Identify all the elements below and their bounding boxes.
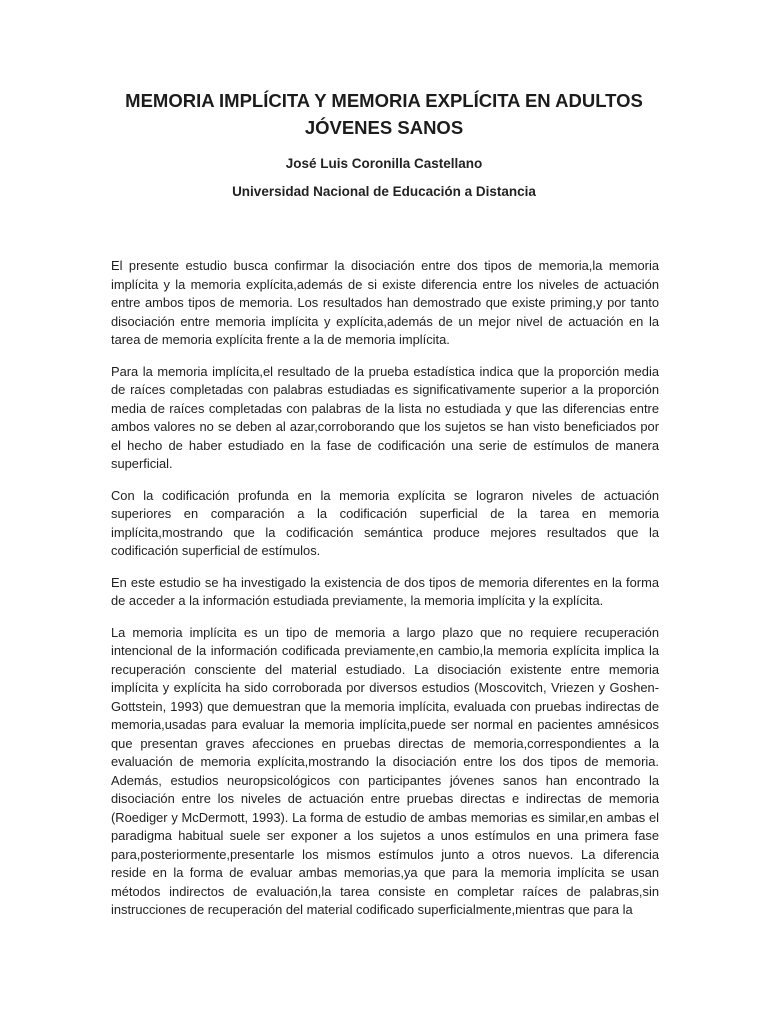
explicit-memory-results-paragraph: Con la codificación profunda en la memoria explícita se lograron niveles de actuación superiores en comparación a la codificación superficial de la tarea en memoria implícita,mostrando que la codificación semántica produce mejores resultados que la codificación superficial de estímulos. <box>111 487 659 558</box>
study-scope-paragraph: En este estudio se ha investigado la existencia de dos tipos de memoria diferentes en la forma de acceder a la información estudiada previamente, la memoria implícita y la explícita. <box>111 574 659 608</box>
author-name: José Luis Coronilla Castellano <box>285 156 483 171</box>
author-affiliation: Universidad Nacional de Educación a Distancia <box>232 184 536 199</box>
abstract-paragraph: El presente estudio busca confirmar la disociación entre dos tipos de memoria,la memoria implícita y la memoria explícita,además de si existe diferencia entre los niveles de actuación entre ambos tipos de memoria. Los resultados han demostrado que existe priming,y por tanto disociación entre memoria implícita y explícita,además de un mejor nivel de actuación en la tarea de memoria explícita frente a la de memoria implícita. <box>111 258 659 347</box>
document-header <box>80 0 688 201</box>
introduction-paragraph: La memoria implícita es un tipo de memoria a largo plazo que no requiere recuperación intencional de la información codificada previamente,en cambio,la memoria explícita implica la recuperación consciente del material estudiado. La disociación existente entre memoria implícita y explícita ha sido corroborada por diversos estudios (Moscovitch, Vriezen y Goshen-Gottstein, 1993) que demuestran que la memoria implícita, evaluada con pruebas indirectas de memoria,usadas para evaluar la memoria implícita,puede ser normal en pacientes amnésicos que presentan graves afecciones en pruebas directas de memoria,correspondientes a la evaluación de memoria explícita,mostrando la disociación entre los dos tipos de memoria. Además, estudios neuropsicológicos con participantes jóvenes sanos han encontrado la disociación entre los niveles de actuación entre pruebas directas e indirectas de memoria (Roediger y McDermott, 1993). La forma de estudio de ambas memorias es similar,en ambas el paradigma habitual suele ser exponer a los sujetos a unos estímulos en una primera fase para,posteriormente,presentarle los mismos estímulos junto a otros nuevos. La diferencia reside en la forma de evaluar ambas memorias,ya que para la memoria implícita se usan métodos indirectos de evaluación,la tarea consiste en completar raíces de palabras,sin instrucciones de recuperación del material codificado superficialmente,mientras que para la <box>111 624 659 917</box>
document-title: MEMORIA IMPLÍCITA Y MEMORIA EXPLÍCITA EN ADULTOS JÓVENES SANOS <box>125 90 643 138</box>
implicit-memory-results-paragraph: Para la memoria implícita,el resultado de la prueba estadística indica que la proporción media de raíces completadas con palabras estudiadas es significativamente superior a la proporción media de raíces completadas con palabras de la lista no estudiada y que las diferencias entre ambos valores no se deben al azar,corroborando que los sujetos se han visto beneficiados por el hecho de haber estudiado en la fase de codificación una serie de estímulos de manera superficial. <box>111 363 659 471</box>
document-body <box>111 257 659 933</box>
